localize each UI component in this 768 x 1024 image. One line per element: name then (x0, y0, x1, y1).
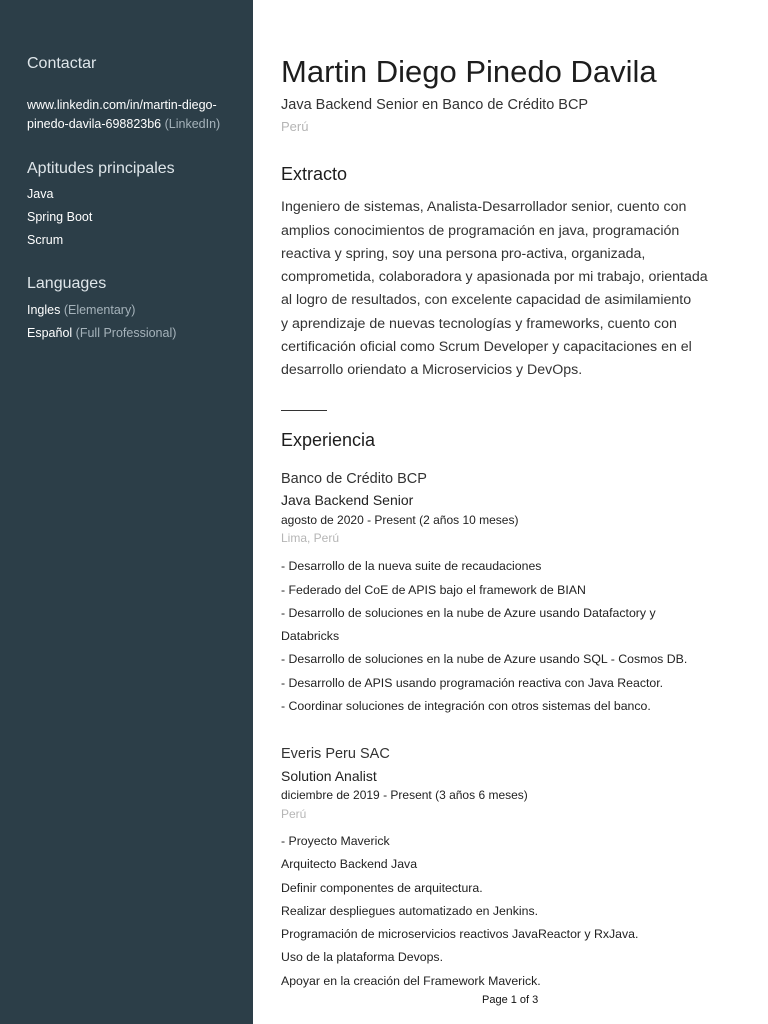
language-level: (Elementary) (60, 303, 136, 317)
experience-title: Experiencia (281, 430, 376, 450)
job-dates: diciembre de 2019 - Present (3 años 6 meses) (281, 788, 528, 802)
summary-line: certificación oficial como Scrum Developer y capacitaciones en el (281, 339, 692, 355)
job-role: Solution Analist (281, 768, 377, 784)
job-line: Realizar despliegues automatizado en Jenkins. (281, 904, 539, 918)
page-number: Page 1 of 3 (482, 994, 539, 1006)
summary-line: comprometida, colaboradora y apasionada por mi trabajo, orientada (281, 269, 708, 285)
job-location: Lima, Perú (281, 531, 340, 545)
job-dates: agosto de 2020 - Present (2 años 10 meses) (281, 513, 519, 527)
skills-heading: Aptitudes principales (27, 160, 175, 177)
job-line: - Desarrollo de soluciones en la nube de Azure usando SQL - Cosmos DB. (281, 652, 688, 666)
language-level: (Full Professional) (72, 326, 177, 340)
profile-name: Martin Diego Pinedo Davila (281, 54, 657, 89)
skill-item: Java (27, 187, 54, 201)
language-name: Ingles (27, 303, 61, 317)
language-item (27, 303, 135, 317)
section-divider (281, 410, 327, 411)
contact-heading: Contactar (27, 55, 97, 72)
summary-line: amplios conocimientos de programación en java, programación (281, 223, 680, 239)
languages-heading: Languages (27, 275, 107, 292)
job-line: - Coordinar soluciones de integración con otros sistemas del banco. (281, 699, 651, 713)
job-line: - Desarrollo de la nueva suite de recaudaciones (281, 559, 542, 573)
summary-line: y aprendizaje de nuevas tecnologías y frameworks, cuento con (281, 316, 677, 332)
profile-location: Perú (281, 119, 309, 134)
job-company: Everis Peru SAC (281, 746, 390, 762)
linkedin-label: (LinkedIn) (161, 117, 221, 131)
job-line: Programación de microservicios reactivos JavaReactor y RxJava. (281, 927, 639, 941)
summary-line: Ingeniero de sistemas, Analista-Desarrollador senior, cuento con (281, 199, 687, 215)
linkedin-url-line2[interactable]: pinedo-davila-698823b6 (27, 117, 162, 131)
job-line: Databricks (281, 629, 340, 643)
sidebar (0, 0, 253, 1024)
main-content (253, 0, 768, 1024)
job-line: Uso de la plataforma Devops. (281, 950, 443, 964)
job-line: Definir componentes de arquitectura. (281, 881, 483, 895)
summary-line: reactiva y spring, soy una persona pro-activa, organizada, (281, 246, 646, 262)
job-role: Java Backend Senior (281, 492, 414, 508)
job-company: Banco de Crédito BCP (281, 471, 427, 487)
linkedin-link[interactable] (27, 98, 217, 112)
skill-item: Spring Boot (27, 210, 93, 224)
linkedin-link-cont[interactable] (27, 117, 220, 131)
job-line: - Desarrollo de soluciones en la nube de Azure usando Datafactory y (281, 606, 656, 620)
linkedin-url-line1[interactable]: www.linkedin.com/in/martin-diego- (27, 98, 217, 112)
summary-title: Extracto (281, 164, 348, 184)
job-location: Perú (281, 807, 307, 821)
profile-headline: Java Backend Senior en Banco de Crédito BCP (281, 97, 589, 113)
job-line: - Proyecto Maverick (281, 834, 390, 848)
skill-item: Scrum (27, 233, 64, 247)
language-name: Español (27, 326, 73, 340)
summary-line: al logro de resultados, con excelente capacidad de asimilamiento (281, 292, 692, 308)
job-line: Apoyar en la creación del Framework Maverick. (281, 974, 541, 988)
job-line: Arquitecto Backend Java (281, 857, 418, 871)
summary-line: desarrollo oriendato a Microservicios y DevOps. (281, 362, 583, 378)
language-item (27, 326, 176, 340)
job-line: - Federado del CoE de APIS bajo el framework de BIAN (281, 583, 586, 597)
job-line: - Desarrollo de APIS usando programación reactiva con Java Reactor. (281, 676, 664, 690)
